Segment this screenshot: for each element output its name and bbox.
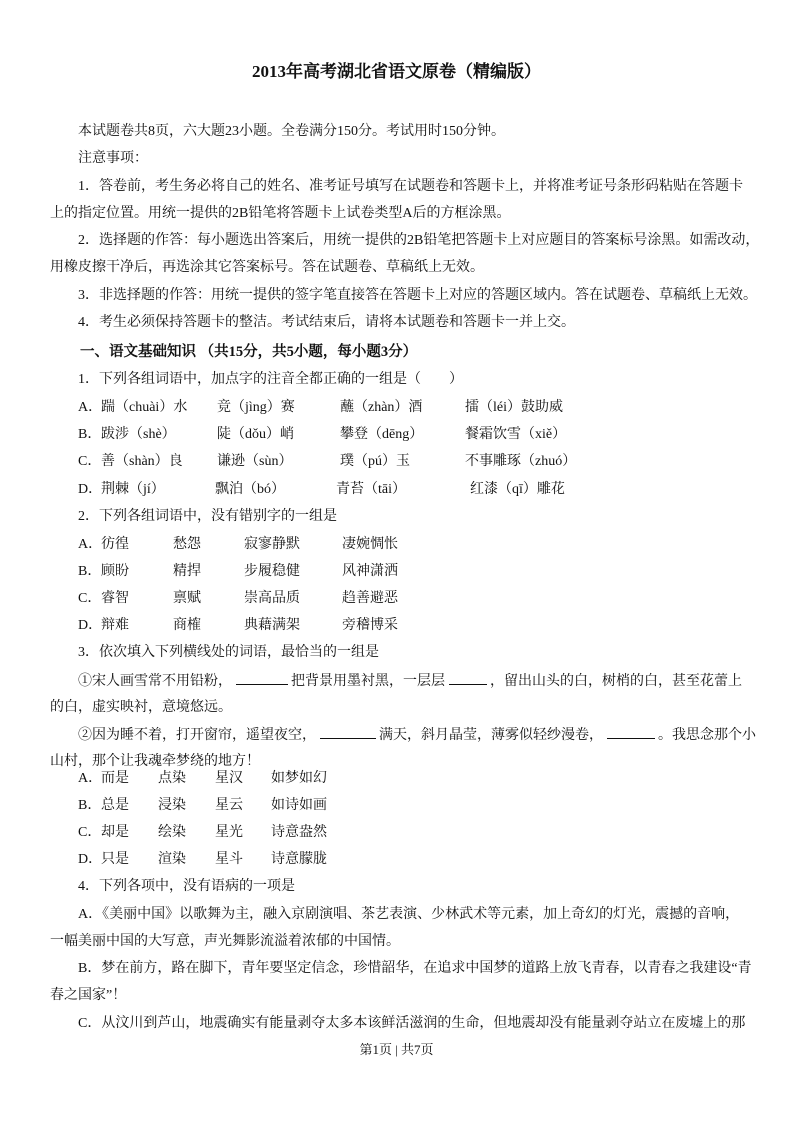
notice-1-cont: 上的指定位置。用统一提供的2B铅笔将答题卡上试卷类型A后的方框涂黑。 (50, 206, 511, 221)
option-label: A． (78, 400, 103, 415)
option-item: 顾盼 (101, 564, 129, 579)
passage-text: 。我思念那个小 (658, 728, 756, 743)
option-item: 却是 (101, 825, 129, 840)
option-item: 如诗如画 (271, 798, 327, 813)
option-item: 跋涉（shè） (101, 427, 176, 442)
option-label: D． (78, 618, 103, 633)
option-item: 彷徨 (101, 537, 129, 552)
option-item: 总是 (101, 798, 129, 813)
option-item: 睿智 (101, 591, 129, 606)
option-label: C． (78, 591, 102, 606)
option-item: 渲染 (158, 852, 186, 867)
passage-text: 满天，斜月晶莹，薄雾似轻纱漫卷， (379, 728, 603, 743)
option-label: C． (78, 825, 102, 840)
option-item: 点染 (158, 771, 186, 786)
notice-1: 1．答卷前，考生务必将自己的姓名、准考证号填写在试题卷和答题卡上，并将准考证号条形码粘贴在答题卡 (78, 179, 743, 194)
option-item: 红漆（qī）雕花 (470, 482, 565, 497)
q3-passage-1-cont: 的白，虚实映衬，意境悠远。 (50, 700, 232, 715)
option-item: 谦逊（sùn） (217, 454, 293, 469)
option-item: 崇高品质 (244, 591, 300, 606)
option-item: 攀登（dēng） (340, 427, 424, 442)
fill-blank (607, 726, 655, 739)
q4-option-c: C．从汶川到芦山，地震确实有能量剥夺太多本该鲜活滋润的生命，但地震却没有能量剥夺站立在废墟上的那 (78, 1016, 746, 1031)
notice-label: 注意事项： (78, 151, 148, 166)
option-item: 精捍 (173, 564, 201, 579)
fill-blank (449, 672, 487, 685)
option-item: 浸染 (158, 798, 186, 813)
option-item: 寂寥静默 (244, 537, 300, 552)
q4-option-b: B．梦在前方，路在脚下，青年要坚定信念，珍惜韶华，在追求中国梦的道路上放飞青春，以青春之我建设“青 (78, 961, 752, 976)
option-item: 凄婉惆怅 (342, 537, 398, 552)
option-item: 而是 (101, 771, 129, 786)
notice-4: 4．考生必须保持答题卡的整洁。考试结束后，请将本试题卷和答题卡一并上交。 (78, 315, 575, 330)
option-item: 诗意盎然 (271, 825, 327, 840)
option-item: 不事雕琢（zhuó） (465, 454, 577, 469)
intro-text: 本试题卷共8页，六大题23小题。全卷满分150分。考试用时150分钟。 (78, 124, 505, 139)
option-item: 餐霜饮雪（xiě） (465, 427, 567, 442)
fill-blank (236, 672, 288, 685)
option-item: 星云 (215, 798, 243, 813)
q4-stem: 4．下列各项中，没有语病的一项是 (78, 879, 295, 894)
q2-stem: 2．下列各组词语中，没有错别字的一组是 (78, 509, 337, 524)
option-label: D． (78, 482, 103, 497)
option-label: A． (78, 771, 103, 786)
option-label: B． (78, 564, 102, 579)
option-item: 如梦如幻 (271, 771, 327, 786)
q4-option-a-cont: 一幅美丽中国的大写意，声光舞影流溢着浓郁的中国情。 (50, 934, 400, 949)
notice-2: 2．选择题的作答：每小题选出答案后，用统一提供的2B铅笔把答题卡上对应题目的答案标号涂黑。如需改动， (78, 233, 760, 248)
option-item: 旁稽博采 (342, 618, 398, 633)
option-item: 陡（dǒu）峭 (217, 427, 294, 442)
option-item: 只是 (101, 852, 129, 867)
option-item: 踹（chuài）水 (101, 400, 188, 415)
option-label: D． (78, 852, 103, 867)
fill-blank (320, 726, 376, 739)
option-item: 辩难 (101, 618, 129, 633)
option-item: 荆棘（jí） (101, 482, 165, 497)
option-label: B． (78, 798, 102, 813)
passage-text: ②因为睡不着，打开窗帘，遥望夜空， (78, 728, 316, 743)
q1-stem: 1．下列各组词语中，加点字的注音全都正确的一组是（ ） (78, 372, 463, 387)
option-item: 星斗 (215, 852, 243, 867)
option-item: 星汉 (215, 771, 243, 786)
passage-text: ，留出山头的白，树梢的白，甚至花蕾上 (490, 674, 742, 689)
q4-option-b-cont: 春之国家”！ (50, 988, 127, 1003)
option-item: 绘染 (158, 825, 186, 840)
passage-text: ①宋人画雪常不用铅粉， (78, 674, 232, 689)
option-item: 青苔（tāi） (336, 482, 406, 497)
option-item: 诗意朦胧 (271, 852, 327, 867)
option-item: 擂（léi）鼓助威 (465, 400, 563, 415)
q3-stem: 3．依次填入下列横线处的词语，最恰当的一组是 (78, 645, 379, 660)
q3-passage-2-cont: 山村，那个让我魂牵梦绕的地方！ (50, 754, 260, 769)
q3-passage-2 (78, 726, 756, 745)
option-item: 璞（pú）玉 (340, 454, 410, 469)
option-item: 星光 (215, 825, 243, 840)
passage-text: 把背景用墨衬黑，一层层 (291, 674, 445, 689)
option-item: 风神潇洒 (342, 564, 398, 579)
option-item: 愁怨 (173, 537, 201, 552)
notice-2-cont: 用橡皮擦干净后，再选涂其它答案标号。答在试题卷、草稿纸上无效。 (50, 260, 484, 275)
page-title: 2013年高考湖北省语文原卷（精编版） (252, 62, 541, 81)
option-item: 竞（jìng）赛 (217, 400, 295, 415)
option-item: 步履稳健 (244, 564, 300, 579)
option-item: 典藉满架 (244, 618, 300, 633)
q4-option-a: A．《美丽中国》以歌舞为主，融入京剧演唱、茶艺表演、少林武术等元素，加上奇幻的灯光，震撼的音响， (78, 907, 740, 922)
option-item: 商榷 (173, 618, 201, 633)
notice-3: 3．非选择题的作答：用统一提供的签字笔直接答在答题卡上对应的答题区域内。答在试题卷、草稿纸上无效。 (78, 288, 757, 303)
option-item: 蘸（zhàn）酒 (340, 400, 423, 415)
section-heading: 一、语文基础知识 （共15分，共5小题，每小题3分） (80, 344, 418, 360)
option-label: B． (78, 427, 102, 442)
option-label: A． (78, 537, 103, 552)
option-item: 趋善避恶 (342, 591, 398, 606)
option-label: C． (78, 454, 102, 469)
option-item: 飘泊（bó） (215, 482, 285, 497)
option-item: 善（shàn）良 (101, 454, 183, 469)
option-item: 禀赋 (173, 591, 201, 606)
q3-passage-1 (78, 672, 742, 691)
page-footer: 第1页 | 共7页 (359, 1042, 434, 1057)
